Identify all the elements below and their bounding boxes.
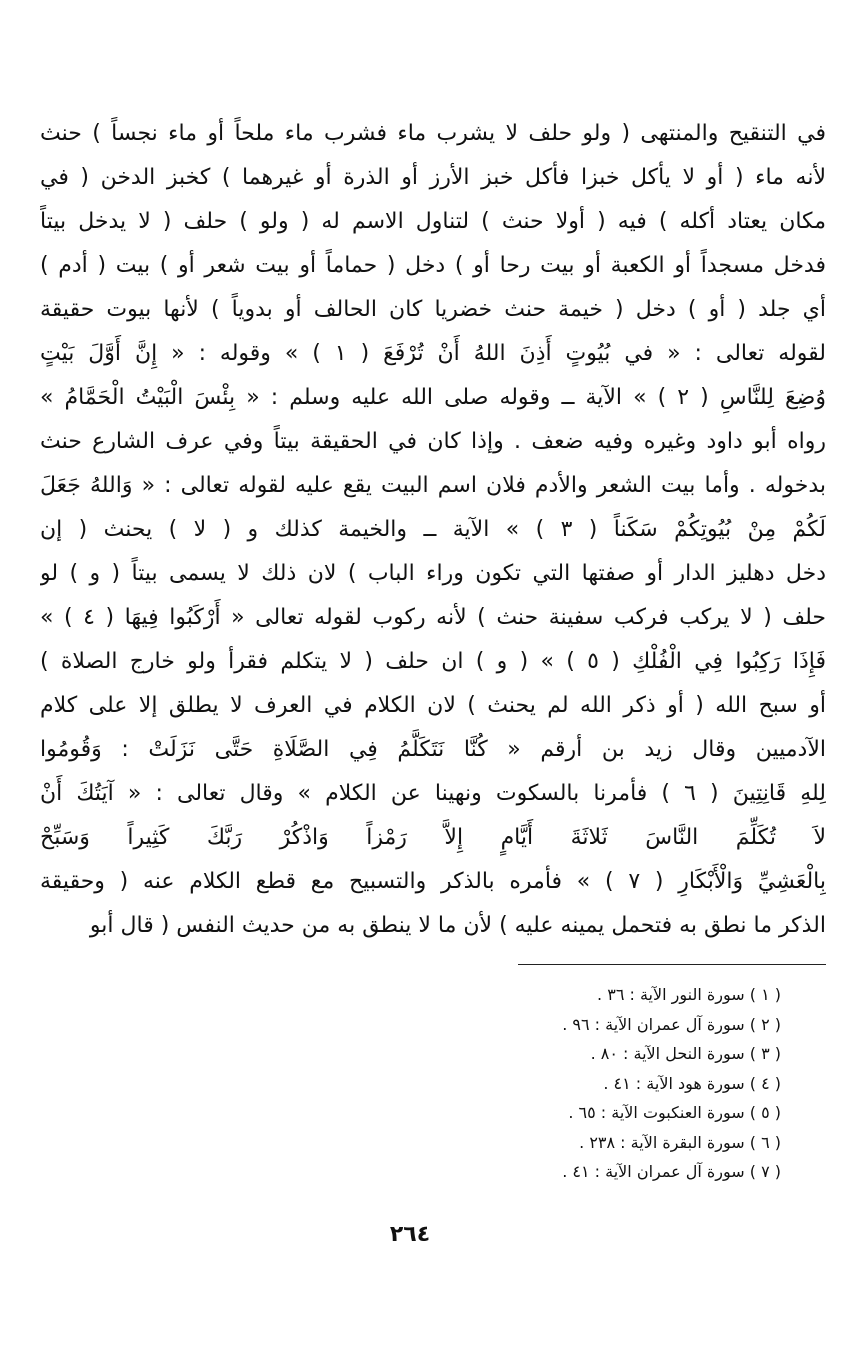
page-number: ٢٦٤ [389,1222,431,1247]
footnote: ( ٧ ) سورة آل عمران الآية : ٤١ . [562,1162,781,1181]
text-line: في التنقيح والمنتهى ( ولو حلف لا يشرب ماء فشرب ماء ملحاً أو ماء نجساً ) حنث [40,121,826,146]
footnote: ( ٢ ) سورة آل عمران الآية : ٩٦ . [562,1014,781,1034]
footnote: ( ٦ ) سورة البقرة الآية : ٢٣٨ . [579,1132,781,1152]
text-line: أو سبح الله ( أو ذكر الله لم يحنث ) لان الكلام في العرف لا يطلق إلا على كلام [40,693,826,718]
text-line: الآدميين وقال زيد بن أرقم « كُنَّا نَتَكَلَّمُ فِي الصَّلَاةِ حَتَّى نَزَلَتْ : وَقُومُوا [40,737,826,762]
text-line: فَإِذَا رَكِبُوا فِي الْفُلْكِ ( ٥ ) » ( و ) ان حلف ( لا يتكلم فقرأ ولو خارج الصلاة ) [40,649,826,674]
text-line: الذكر ما نطق به فتحمل يمينه عليه ) لأن ما لا ينطق به من حديث النفس ( قال أبو [89,913,826,938]
text-line: بدخوله . وأما بيت الشعر والأدم فلان اسم البيت يقع عليه لقوله تعالى : « وَاللهُ جَعَلَ [40,473,826,498]
footnote: ( ٣ ) سورة النحل الآية : ٨٠ . [590,1044,781,1063]
text-line: مكان يعتاد أكله ) فيه ( أولا حنث ) لتناول الاسم له ( ولو ) حلف ( لا يدخل بيتاً [40,209,826,234]
text-line: وُضِعَ لِلنَّاسِ ( ٢ ) » الآية ــ وقوله صلى الله عليه وسلم : « بِئْسَ الْبَيْتُ الْحَمَّامُ » [40,385,826,410]
footnote: ( ٥ ) سورة العنكبوت الآية : ٦٥ . [568,1103,781,1122]
text-line: حلف ( لا يركب فركب سفينة حنث ) لأنه ركوب لقوله تعالى « أَرْكَبُوا فِيهَا ( ٤ ) » [40,605,826,630]
text-line: رواه أبو داود وغيره وفيه ضعف . وإذا كان في الحقيقة بيتاً وفي عرف الشارع حنث [40,429,826,454]
footnote: ( ١ ) سورة النور الآية : ٣٦ . [597,985,781,1004]
text-line: لِلهِ قَانِتِينَ ( ٦ ) فأمرنا بالسكوت ونهينا عن الكلام » وقال تعالى : « آيَتُكَ أَنْ [40,781,826,806]
text-line: لاَ تُكَلِّمَ النَّاسَ ثَلاثَةَ أَيَّامٍ إِلاَّ رَمْزاً وَاذْكُرْ رَبَّكَ كَثِيراً وَسَبِّحْ [40,825,826,850]
footnote: ( ٤ ) سورة هود الآية : ٤١ . [603,1073,781,1093]
footnotes [562,980,781,1187]
footnote-divider [518,964,826,965]
main-text [40,112,826,948]
text-line: لَكُمْ مِنْ بُيُوتِكُمْ سَكَناً ( ٣ ) » الآية ــ والخيمة كذلك و ( لا ) يحنث ( إن [40,517,826,542]
text-line: فدخل مسجداً أو الكعبة أو بيت رحا أو ) دخل ( حماماً أو بيت شعر أو ) بيت ( أدم ) [40,253,826,278]
text-line: بِالْعَشِيِّ وَالْأَبْكَارِ ( ٧ ) » فأمره بالذكر والتسبيح مع قطع الكلام عنه ( وحقيقة [40,869,826,894]
text-line: لقوله تعالى : « في بُيُوتٍ أَذِنَ اللهُ أَنْ تُرْفَعَ ( ١ ) » وقوله : « إِنَّ أَوَّلَ بَيْتٍ [40,341,826,366]
text-line: لأنه ماء ( أو لا يأكل خبزا فأكل خبز الأرز أو الذرة أو غيرهما ) كخبز الدخن ( في [40,165,826,190]
text-line: دخل دهليز الدار أو صفتها التي تكون وراء الباب ) لان ذلك لا يسمى بيتاً ( و ) لو [40,561,826,586]
text-line: أي جلد ( أو ) دخل ( خيمة حنث خضريا كان الحالف أو بدوياً ) لأنها بيوت حقيقة [40,297,826,322]
